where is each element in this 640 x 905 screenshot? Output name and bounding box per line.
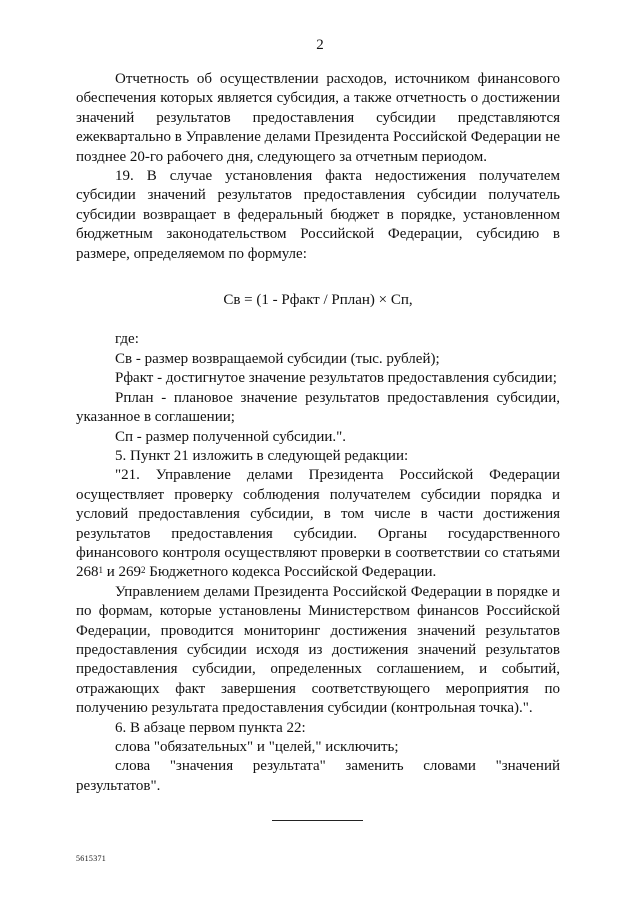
paragraph-21-tail: Бюджетного кодекса Российской Федерации. — [145, 564, 437, 581]
definition-rplan: Рплан - плановое значение результатов предоставления субсидии, указанное в соглашении; — [76, 389, 560, 426]
paragraph-21-and: и 269 — [103, 564, 142, 581]
item-6-line-1: слова "обязательных" и "целей," исключить; — [115, 739, 399, 755]
document-body — [76, 70, 560, 796]
paragraph-21-main: "21. Управление делами Президента Российской Федерации осуществляет проверку соблюдения получателем субсидии порядка и условий предоставления субсидии, в том числе в части достижения результатов предоставления субсидии. Органы государственного финансового контроля осуществляют проверки в соответствии со статьями 268 — [76, 467, 560, 581]
page-number: 2 — [316, 37, 324, 53]
paragraph-monitoring: Управлением делами Президента Российской Федерации в порядке и по формам, которые установлены Министерством финансов Российской Федерации, проводится мониторинг достижения значений результатов предоставления субсидии исходя из достижения значений результатов предоставления субсидии, определенных соглашением, и событий, отражающих факт завершения соответствующего мероприятия по получению результата предоставления субсидии (контрольная точка).". — [76, 583, 560, 717]
item-6: 6. В абзаце первом пункта 22: — [115, 719, 306, 736]
item-5: 5. Пункт 21 изложить в следующей редакции: — [115, 447, 409, 464]
definition-rfakt: Рфакт - достигнутое значение результатов предоставления субсидии; — [115, 370, 557, 387]
formula: Св = (1 - Рфакт / Рплан) × Сп, — [223, 292, 413, 309]
where-label: где: — [115, 331, 139, 348]
end-divider — [272, 820, 363, 821]
superscript-1: 1 — [98, 565, 103, 576]
definition-sv: Св - размер возвращаемой субсидии (тыс. рублей); — [115, 350, 440, 367]
paragraph-report: Отчетность об осуществлении расходов, источником финансового обеспечения которых является субсидия, а также отчетность о достижении значений результатов предоставления субсидии представляются ежеквартально в Управление делами Президента Российской Федерации не позднее 20-го рабочего дня, следующего за отчетным периодом. — [76, 71, 560, 165]
document-code: 5615371 — [76, 854, 107, 863]
paragraph-21 — [76, 466, 560, 582]
paragraph-19: 19. В случае установления факта недостижения получателем субсидии значений результатов предоставления субсидии получатель субсидии возвращает в федеральный бюджет в порядке, установленном бюджетным законодательством Российской Федерации, субсидию в размере, определяемом по формуле: — [76, 168, 560, 262]
definition-sp: Сп - размер полученной субсидии.". — [115, 428, 347, 445]
superscript-2: 2 — [141, 565, 146, 576]
item-6-line-2: слова "значения результата" заменить словами "значений результатов". — [76, 758, 560, 794]
